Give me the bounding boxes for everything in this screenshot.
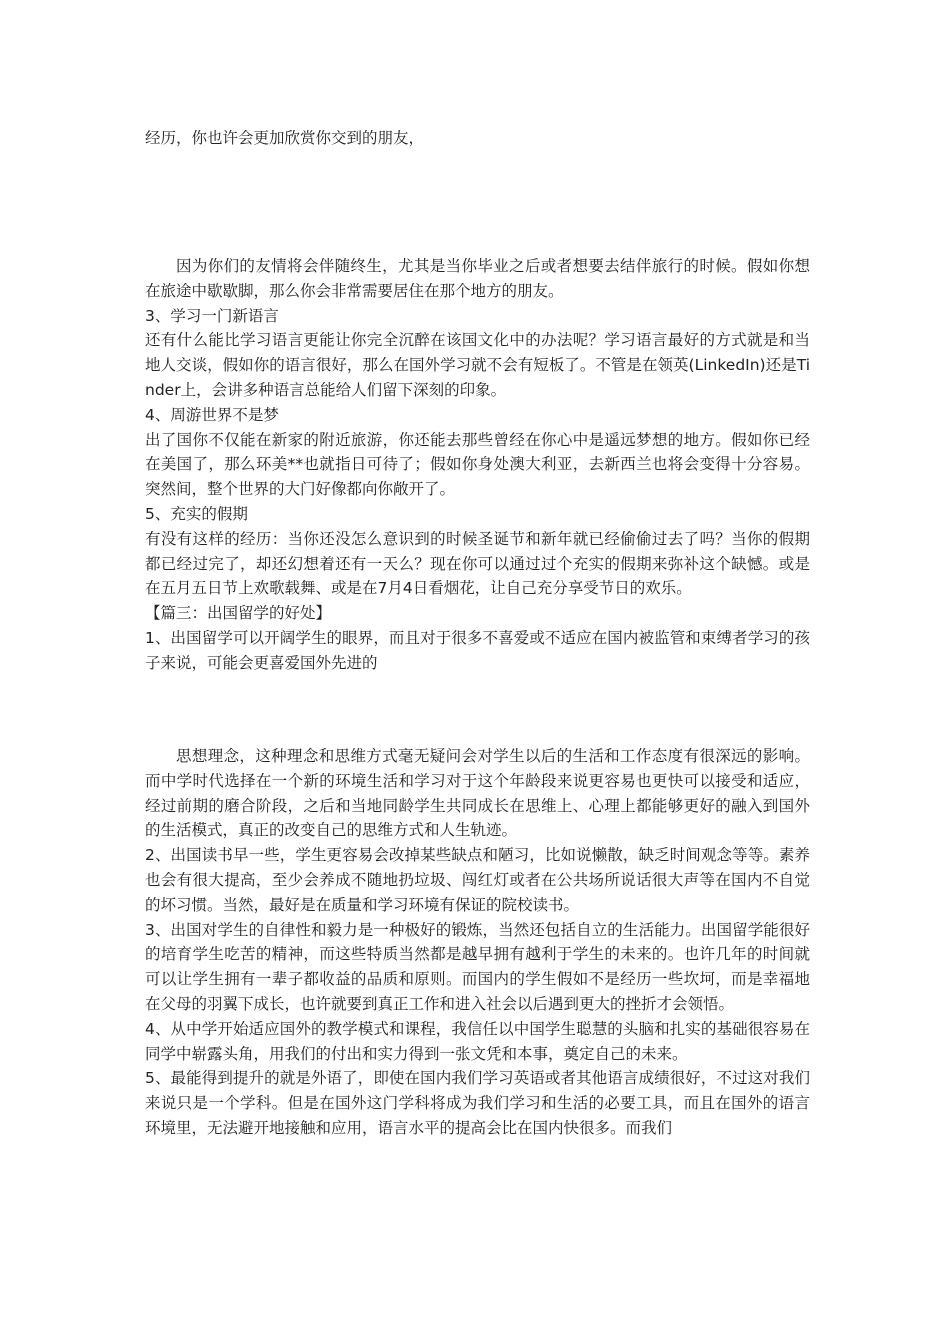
text-block-2 bbox=[145, 254, 810, 676]
section-heading: 5、充实的假期 bbox=[145, 504, 248, 523]
paragraph: 有没有这样的经历：当你还没怎么意识到的时候圣诞节和新年就已经偷偷过去了吗？当你的假期都已经过完了，却还幻想着还有一天么？现在你可以通过过个充实的假期来弥补这个缺憾。或是在五月五日节上欢歌载舞、或是在7月4日看烟花，让自己充分享受节日的欢乐。 bbox=[145, 529, 810, 598]
paragraph: 5、最能得到提升的就是外语了，即使在国内我们学习英语或者其他语言成绩很好，不过这对我们来说只是一个学科。但是在国外这门学科将成为我们学习和生活的必要工具，而且在国外的语言环境里，无法避开地接触和应用，语言水平的提高会比在国内快很多。而我们 bbox=[145, 1069, 810, 1137]
text-block-1 bbox=[145, 126, 810, 151]
paragraph: 2、出国读书早一些，学生更容易会改掉某些缺点和陋习，比如说懒散，缺乏时间观念等等。素养也会有很大提高，至少会养成不随地扔垃圾、闯红灯或者在公共场所说话很大声等在国内不自觉的坏习惯。当然，最好是在质量和学习环境有保证的院校读书。 bbox=[145, 846, 810, 914]
paragraph: 经历，你也许会更加欣赏你交到的朋友， bbox=[145, 129, 425, 147]
text-block-3 bbox=[145, 744, 810, 1141]
paragraph: 4、从中学开始适应国外的教学模式和课程，我信任以中国学生聪慧的头脑和扎实的基础很容易在同学中崭露头角，用我们的付出和实力得到一张文凭和本事，奠定自己的未来。 bbox=[145, 1019, 810, 1063]
paragraph: 思想理念，这种理念和思维方式毫无疑问会对学生以后的生活和工作态度有很深远的影响。而中学时代选择在一个新的环境生活和学习对于这个年龄段来说更容易也更快可以接受和适应，经过前期的磨合阶段，之后和当地同龄学生共同成长在思维上、心理上都能够更好的融入到国外的生活模式，真正的改变自己的思维方式和人生轨迹。 bbox=[145, 747, 810, 840]
paragraph: 出了国你不仅能在新家的附近旅游，你还能去那些曾经在你心中是遥远梦想的地方。假如你已经在美国了，那么环美**也就指日可待了；假如你身处澳大利亚，去新西兰也将会变得十分容易。突然间，整个世界的大门好像都向你敞开了。 bbox=[145, 430, 810, 499]
paragraph: 3、出国对学生的自律性和毅力是一种极好的锻炼，当然还包括自立的生活能力。出国留学能很好的培育学生吃苦的精神，而这些特质当然都是越早拥有越利于学生的未来的。也许几年的时间就可以让学生拥有一辈子都收益的品质和原则。而国内的学生假如不是经历一些坎坷，而是幸福地在父母的羽翼下成长，也许就要到真正工作和进入社会以后遇到更大的挫折才会领悟。 bbox=[145, 920, 810, 1013]
chapter-heading: 【篇三：出国留学的好处】 bbox=[145, 604, 332, 623]
section-heading: 3、学习一门新语言 bbox=[145, 306, 279, 325]
section-heading: 4、周游世界不是梦 bbox=[145, 405, 279, 424]
paragraph: 因为你们的友情将会伴随终生，尤其是当你毕业之后或者想要去结伴旅行的时候。假如你想在旅途中歇歇脚，那么你会非常需要居住在那个地方的朋友。 bbox=[145, 257, 810, 300]
paragraph: 还有什么能比学习语言更能让你完全沉醉在该国文化中的办法呢？学习语言最好的方式就是和当地人交谈，假如你的语言很好，那么在国外学习就不会有短板了。不管是在领英(LinkedIn)还是Tinder上，会讲多种语言总能给人们留下深刻的印象。 bbox=[145, 331, 810, 399]
paragraph: 1、出国留学可以开阔学生的眼界，而且对于很多不喜爱或不适应在国内被监管和束缚者学习的孩子来说，可能会更喜爱国外先进的 bbox=[145, 628, 810, 672]
